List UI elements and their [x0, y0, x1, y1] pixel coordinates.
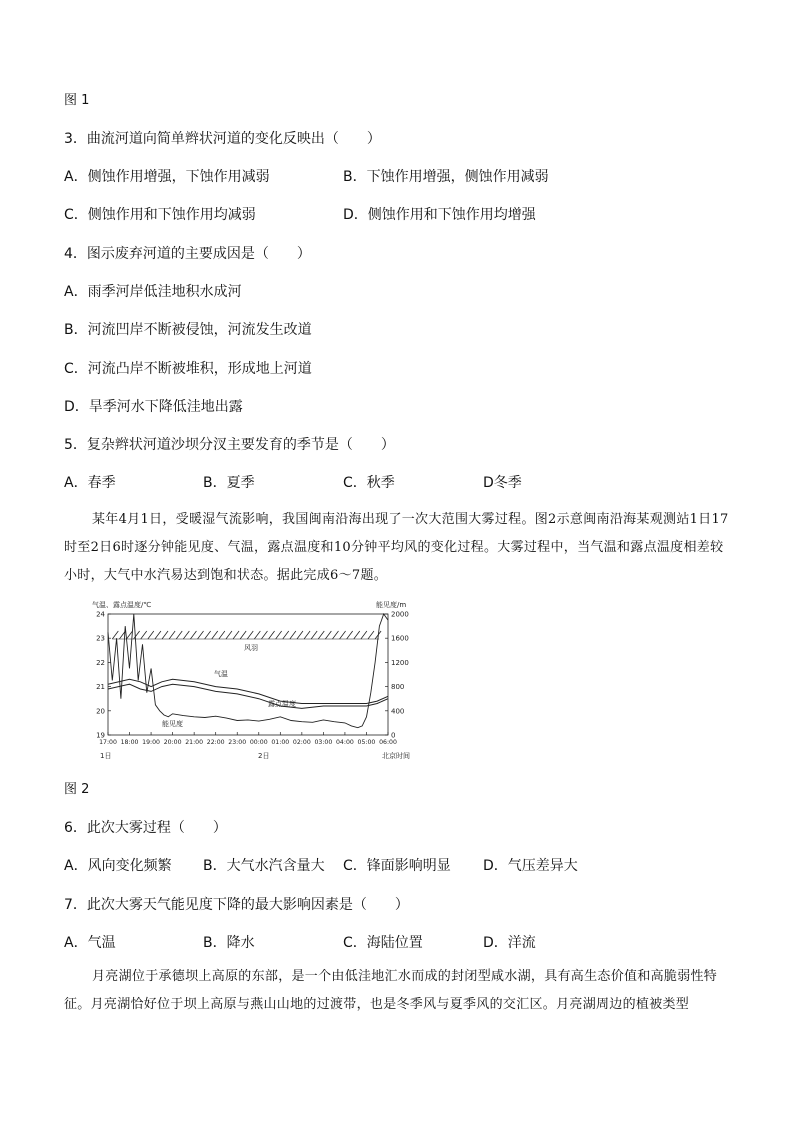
dew-point-line: [108, 684, 388, 708]
label-vis: 能见度: [162, 720, 183, 728]
x-tick-label: 17:00: [99, 739, 117, 746]
x-tick-label: 23:00: [228, 739, 247, 746]
x-tick-label: 02:00: [292, 739, 311, 746]
x-tick-label: 21:00: [185, 739, 204, 746]
question-7-option-b: B．降水: [203, 935, 255, 951]
wind-barb: [190, 631, 196, 639]
x-unit-label: 北京时间: [382, 752, 410, 760]
question-4-option-d: D．旱季河水下降低洼地出露: [64, 399, 243, 415]
question-6-option-b: B．大气水汽含量大: [203, 858, 325, 874]
figure-2-chart: [92, 598, 416, 760]
x-tick-label: 03:00: [314, 739, 333, 746]
question-5-option-d: D冬季: [483, 475, 522, 491]
wind-barb: [134, 631, 140, 639]
wind-barb: [176, 631, 182, 639]
x-tick-label: 22:00: [206, 739, 225, 746]
wind-barb: [247, 631, 253, 639]
y-left-tick-label: 22: [96, 658, 105, 667]
wind-barb: [269, 631, 275, 639]
figure-2-caption: 图 2: [64, 782, 90, 797]
wind-barb: [112, 631, 118, 639]
question-7-option-d: D．洋流: [483, 935, 536, 951]
wind-barb: [304, 631, 310, 639]
x-tick-label: 01:00: [271, 739, 290, 746]
question-7-stem: 7．此次大雾天气能见度下降的最大影响因素是（ ）: [64, 897, 409, 913]
wind-barb: [325, 631, 331, 639]
question-4-option-c: C．河流凸岸不断被堆积，形成地上河道: [64, 361, 312, 377]
x-tick-label: 04:00: [336, 739, 354, 746]
question-3-stem: 3．曲流河道向简单辫状河道的变化反映出（ ）: [64, 131, 381, 147]
question-4-option-b: B．河流凹岸不断被侵蚀，河流发生改道: [64, 322, 312, 338]
x-tick-label: 00:00: [249, 739, 268, 746]
y-right-axis-label: 能见度/m: [376, 601, 407, 609]
wind-barb: [354, 631, 360, 639]
wind-barb: [368, 631, 374, 639]
wind-barb: [212, 631, 218, 639]
label-temp: 气温: [214, 670, 228, 678]
y-left-axis-label: 气温、露点温度/℃: [92, 601, 152, 609]
question-6-stem: 6．此次大雾过程（ ）: [64, 820, 227, 836]
y-right-tick-label: 0: [391, 731, 396, 740]
wind-barb: [261, 631, 267, 639]
label-wind: 风羽: [244, 644, 258, 652]
wind-barb: [219, 631, 225, 639]
wind-barb: [332, 631, 338, 639]
wind-barb: [205, 631, 211, 639]
y-right-tick-label: 1200: [391, 658, 409, 667]
y-left-tick-label: 21: [96, 683, 105, 692]
passage-fog: 某年4月1日，受暖湿气流影响，我国闽南沿海出现了一次大范围大雾过程。图2示意闽南沿海某观测站1日17时至2日6时逐分钟能见度、气温，露点温度和10分钟平均风的变化过程。大雾过程中，当气温和露点温度相差较小时，大气中水汽易达到饱和状态。据此完成6～7题。: [64, 512, 729, 583]
wind-barb: [276, 631, 282, 639]
wind-barb: [340, 631, 346, 639]
wind-barb: [169, 631, 175, 639]
y-right-tick-label: 2000: [391, 610, 409, 619]
question-7-option-c: C．海陆位置: [343, 935, 423, 951]
y-left-tick-label: 19: [96, 731, 105, 740]
wind-barb: [183, 631, 189, 639]
visibility-line: [108, 614, 388, 728]
x-tick-label: 18:00: [120, 739, 139, 746]
question-7-option-a: A．气温: [64, 935, 116, 951]
question-3-option-b: B．下蚀作用增强，侧蚀作用减弱: [343, 169, 549, 185]
x-tick-label: 06:00: [379, 739, 397, 746]
wind-barb: [198, 631, 204, 639]
question-6-option-c: C．锋面影响明显: [343, 858, 451, 874]
wind-barb: [311, 631, 317, 639]
y-left-tick-label: 23: [96, 634, 105, 643]
wind-barb: [162, 631, 168, 639]
question-4-option-a: A．雨季河岸低洼地积水成河: [64, 284, 242, 300]
x-tick-label: 20:00: [163, 739, 182, 746]
passage-moon-lake: 月亮湖位于承德坝上高原的东部，是一个由低洼地汇水而成的封闭型咸水湖，具有高生态价值和高脆弱性特征。月亮湖恰好位于坝上高原与燕山山地的过渡带，也是冬季风与夏季风的交汇区。月亮湖周边的植被类型: [64, 969, 718, 1012]
wind-barb: [141, 631, 147, 639]
y-left-tick-label: 20: [96, 707, 105, 716]
question-3-option-a: A．侧蚀作用增强，下蚀作用减弱: [64, 169, 270, 185]
wind-barb: [318, 631, 324, 639]
wind-barb: [254, 631, 260, 639]
wind-barb: [297, 631, 303, 639]
wind-barb: [226, 631, 232, 639]
question-5-option-c: C．秋季: [343, 475, 395, 491]
question-5-stem: 5．复杂辫状河道沙坝分汊主要发育的季节是（ ）: [64, 437, 395, 453]
x-tick-label: 19:00: [142, 739, 160, 746]
wind-barb: [233, 631, 239, 639]
wind-barb: [361, 631, 367, 639]
question-3-option-d: D．侧蚀作用和下蚀作用均增强: [343, 207, 536, 223]
wind-barb: [283, 631, 289, 639]
x-day-label-1: 1日: [100, 752, 112, 760]
y-right-tick-label: 1600: [391, 634, 409, 643]
x-day-label-2: 2日: [258, 752, 270, 760]
question-6-option-a: A．风向变化频繁: [64, 858, 172, 874]
wind-barb: [240, 631, 246, 639]
question-3-option-c: C．侧蚀作用和下蚀作用均减弱: [64, 207, 256, 223]
wind-barb: [347, 631, 353, 639]
figure-1-caption: 图 1: [64, 93, 90, 108]
wind-barb: [290, 631, 296, 639]
wind-barb: [148, 631, 154, 639]
question-5-option-a: A．春季: [64, 475, 116, 491]
question-6-option-d: D．气压差异大: [483, 858, 578, 874]
question-5-option-b: B．夏季: [203, 475, 255, 491]
y-left-tick-label: 24: [96, 610, 105, 619]
x-tick-label: 05:00: [357, 739, 376, 746]
label-dew: 露点温度: [268, 700, 296, 708]
wind-barb: [155, 631, 161, 639]
y-right-tick-label: 800: [391, 683, 405, 692]
y-right-tick-label: 400: [391, 707, 405, 716]
question-4-stem: 4．图示废弃河道的主要成因是（ ）: [64, 246, 311, 262]
